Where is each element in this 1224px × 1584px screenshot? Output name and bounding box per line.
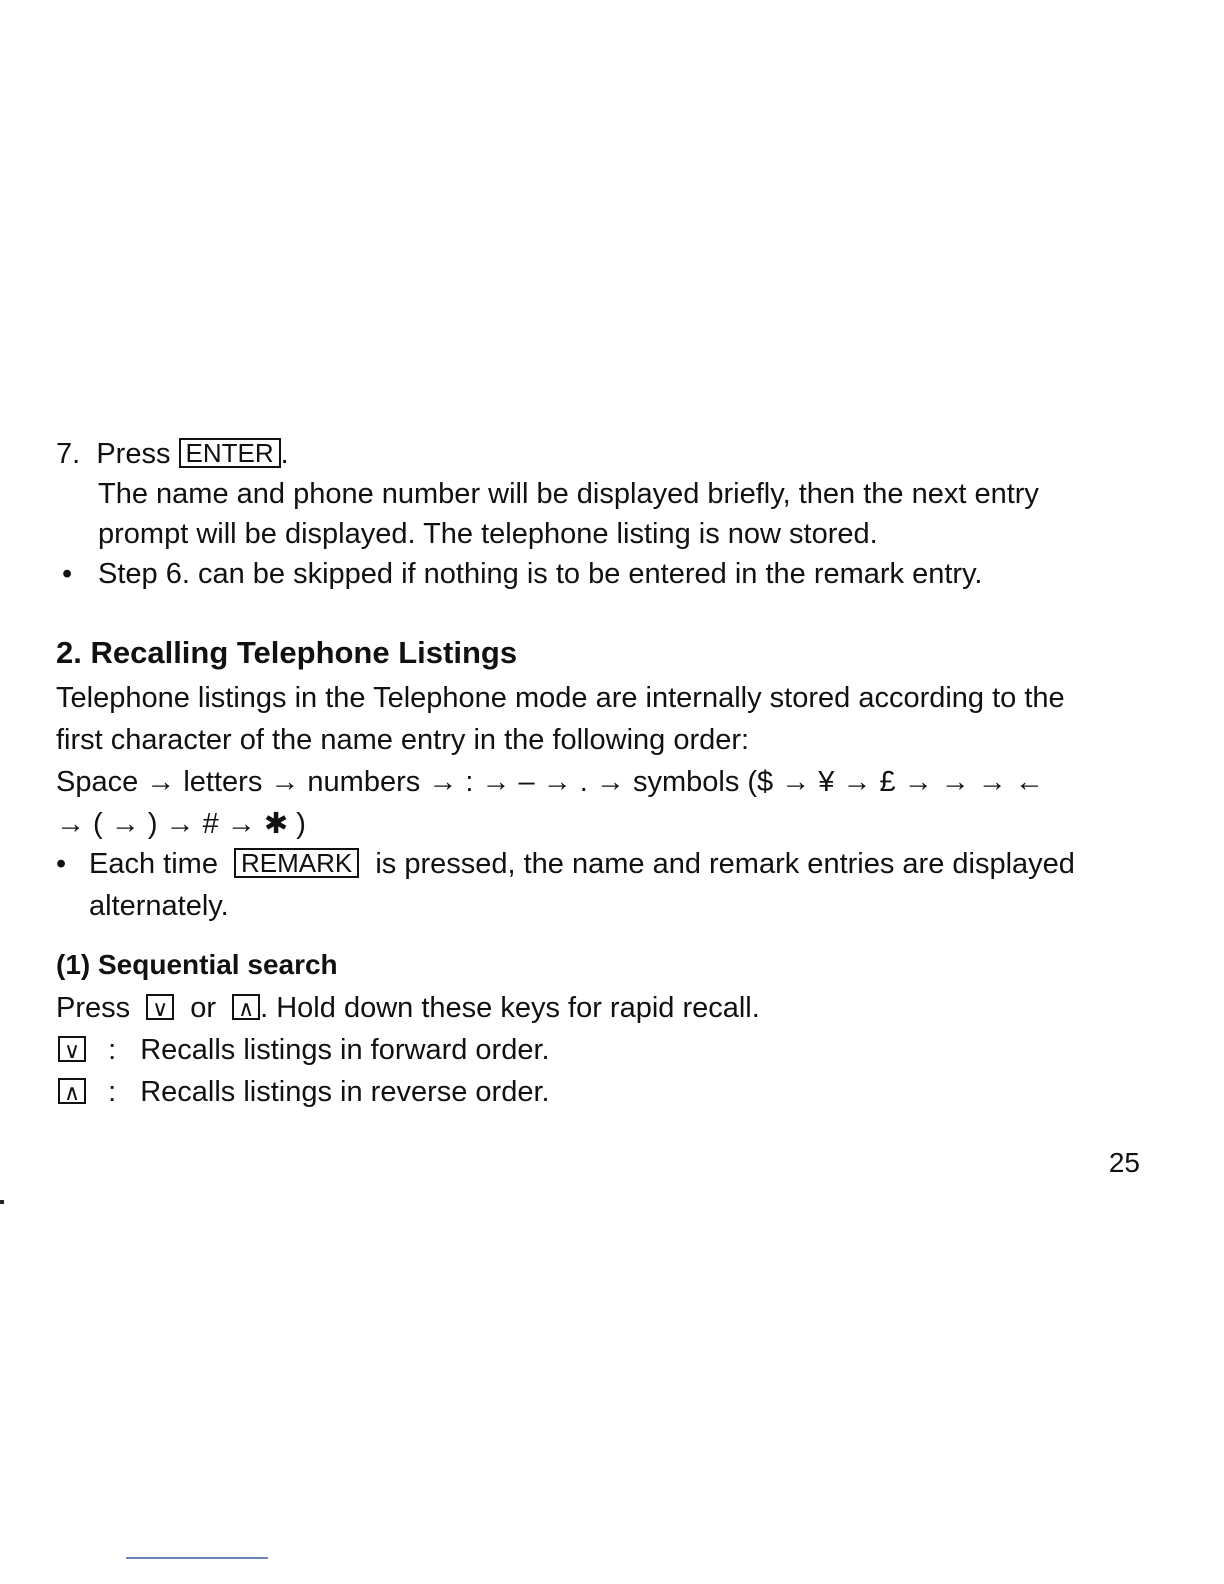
down-key: ∨ <box>58 1036 86 1062</box>
up-key: ∧ <box>58 1078 86 1104</box>
bullet: • <box>56 848 67 880</box>
page-number: 25 <box>1108 1147 1140 1178</box>
up-key: ∧ <box>232 994 260 1020</box>
press-label: Press <box>56 992 131 1024</box>
note-skip-step6 <box>62 556 983 592</box>
section-heading: 2. Recalling Telephone Listings <box>56 635 518 670</box>
note-remark-line2: alternately. <box>89 890 229 922</box>
note-remark-line1 <box>56 846 1075 882</box>
subsection-heading: (1) Sequential search <box>56 949 338 980</box>
section2-para-line1: Telephone listings in the Telephone mode are internally stored according to the <box>56 682 1065 714</box>
step7-desc-line1: The name and phone number will be displayed briefly, then the next entry <box>98 478 1039 510</box>
sequential-press-line <box>56 990 760 1026</box>
note-pre: Each time <box>89 848 218 880</box>
section2-para-line2: first character of the name entry in the following order: <box>56 724 750 756</box>
remark-key: REMARK <box>234 848 359 878</box>
down-desc: Recalls listings in forward order. <box>140 1034 550 1066</box>
sort-order-line1: Space → letters → numbers → : → – → . → symbols ($ → ¥ → £ → → → ← <box>56 766 1044 798</box>
note-text: Step 6. can be skipped if nothing is to be entered in the remark entry. <box>98 558 983 590</box>
up-key-desc <box>58 1074 550 1110</box>
step-number: 7. <box>56 438 81 470</box>
press-post: . Hold down these keys for rapid recall. <box>260 992 760 1024</box>
enter-key: ENTER <box>179 438 281 468</box>
press-label: Press <box>96 438 171 470</box>
down-key: ∨ <box>146 994 174 1020</box>
sort-order-line2: → ( → ) → # → ✱ ) <box>56 808 306 840</box>
or-label: or <box>190 992 217 1024</box>
period: . <box>280 438 289 470</box>
note-post: is pressed, the name and remark entries are displayed <box>375 848 1075 880</box>
colon: : <box>108 1034 117 1066</box>
step7-line <box>56 436 289 472</box>
up-desc: Recalls listings in reverse order. <box>140 1076 550 1108</box>
bullet: • <box>62 558 73 590</box>
colon: : <box>108 1076 117 1108</box>
down-key-desc <box>58 1032 550 1068</box>
step7-desc-line2: prompt will be displayed. The telephone listing is now stored. <box>98 518 878 550</box>
scan-speck <box>0 1200 4 1204</box>
bottom-rule <box>126 1557 268 1559</box>
